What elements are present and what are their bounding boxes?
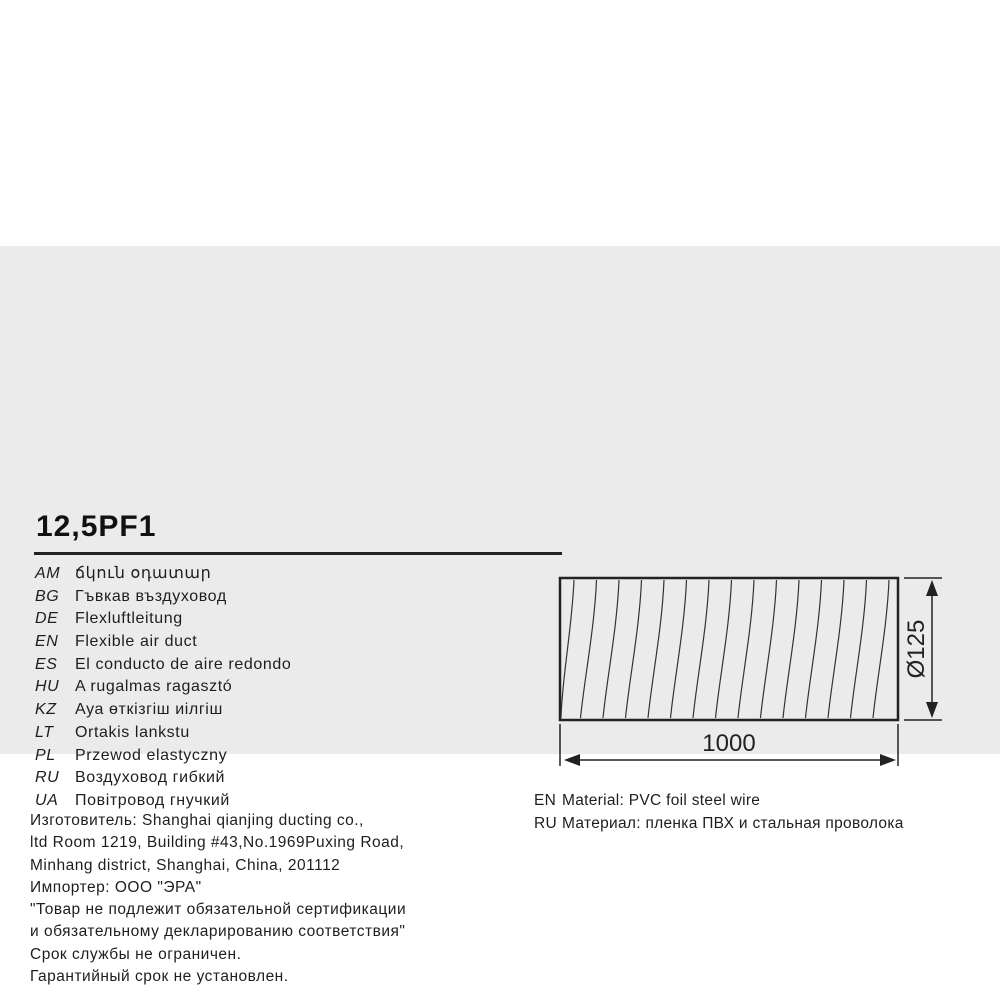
length-label: 1000 bbox=[702, 730, 756, 757]
language-row bbox=[35, 586, 291, 609]
diameter-label: Ø125 bbox=[903, 619, 930, 679]
language-row bbox=[35, 608, 291, 631]
language-text: Ауа өткізгіш иілгіш bbox=[75, 701, 223, 719]
duct-outline bbox=[560, 578, 898, 720]
info-line: Срок службы не ограничен. bbox=[30, 945, 242, 963]
language-text: Przewod elastyczny bbox=[75, 746, 228, 764]
manufacturer-info bbox=[30, 810, 406, 988]
language-text: Воздуховод гибкий bbox=[75, 769, 226, 787]
language-text: Flexluftleitung bbox=[75, 610, 183, 628]
language-code: RU bbox=[35, 769, 60, 787]
coil-stroke bbox=[873, 580, 889, 718]
coil-stroke bbox=[761, 580, 777, 718]
language-list bbox=[35, 563, 291, 813]
language-code: AM bbox=[35, 565, 61, 582]
material-row bbox=[534, 812, 904, 835]
coil-stroke bbox=[783, 580, 799, 718]
language-row bbox=[35, 745, 291, 768]
info-line: и обязательному декларированию соответствия" bbox=[30, 923, 406, 941]
coil-stroke bbox=[806, 580, 822, 718]
language-text: Ortakis lankstu bbox=[75, 723, 190, 741]
language-code: HU bbox=[35, 678, 60, 696]
coil-stroke bbox=[561, 580, 574, 718]
language-code: KZ bbox=[35, 701, 57, 719]
language-text: El conducto de aire redondo bbox=[75, 655, 292, 673]
language-code: UA bbox=[35, 791, 59, 809]
material-info bbox=[534, 789, 904, 835]
language-row bbox=[35, 699, 291, 722]
material-row bbox=[534, 789, 904, 812]
coil-stroke bbox=[603, 580, 619, 718]
info-line: Гарантийный срок не установлен. bbox=[30, 968, 289, 986]
language-text: Повітровод гнучкий bbox=[75, 791, 230, 809]
model-title: 12,5PF1 bbox=[36, 510, 157, 543]
coil-stroke bbox=[851, 580, 867, 718]
language-code: EN bbox=[35, 633, 59, 651]
arrow-right-icon bbox=[880, 754, 896, 766]
coil-stroke bbox=[716, 580, 732, 718]
arrow-up-icon bbox=[926, 580, 938, 596]
language-text: Гъвкав въздуховод bbox=[75, 587, 227, 605]
language-row bbox=[35, 631, 291, 654]
arrow-left-icon bbox=[564, 754, 580, 766]
duct-coils bbox=[561, 580, 889, 718]
coil-stroke bbox=[828, 580, 844, 718]
coil-stroke bbox=[626, 580, 642, 718]
language-code: LT bbox=[35, 723, 54, 741]
language-row bbox=[35, 676, 291, 699]
info-line: Minhang district, Shanghai, China, 201112 bbox=[30, 856, 341, 874]
coil-stroke bbox=[738, 580, 754, 718]
info-line: ltd Room 1219, Building #43,No.1969Puxing Road, bbox=[30, 834, 405, 852]
language-code: BG bbox=[35, 587, 60, 605]
duct-drawing bbox=[556, 568, 946, 770]
coil-stroke bbox=[581, 580, 597, 718]
product-label bbox=[0, 246, 1000, 986]
language-code: PL bbox=[35, 746, 56, 764]
language-code: ES bbox=[35, 655, 58, 673]
info-line: Импортер: ООО "ЭРА" bbox=[30, 878, 202, 896]
material-text: Material: PVC foil steel wire bbox=[562, 792, 761, 809]
info-line: Изготовитель: Shanghai qianjing ducting co., bbox=[30, 812, 364, 829]
material-language-code: RU bbox=[534, 815, 557, 832]
material-text: Материал: пленка ПВХ и стальная проволока bbox=[562, 815, 904, 832]
material-language-code: EN bbox=[534, 792, 557, 809]
coil-stroke bbox=[693, 580, 709, 718]
coil-stroke bbox=[671, 580, 687, 718]
title-underline bbox=[34, 552, 562, 555]
info-line: "Товар не подлежит обязательной сертификации bbox=[30, 901, 407, 919]
language-code: DE bbox=[35, 610, 59, 628]
language-text: A rugalmas ragasztó bbox=[75, 678, 233, 696]
coil-stroke bbox=[648, 580, 664, 718]
language-row bbox=[35, 563, 291, 586]
language-text: ճկուն օդատար bbox=[75, 565, 212, 582]
language-text: Flexible air duct bbox=[75, 633, 198, 651]
language-row bbox=[35, 722, 291, 745]
arrow-down-icon bbox=[926, 702, 938, 718]
language-row bbox=[35, 654, 291, 677]
language-row bbox=[35, 767, 291, 790]
